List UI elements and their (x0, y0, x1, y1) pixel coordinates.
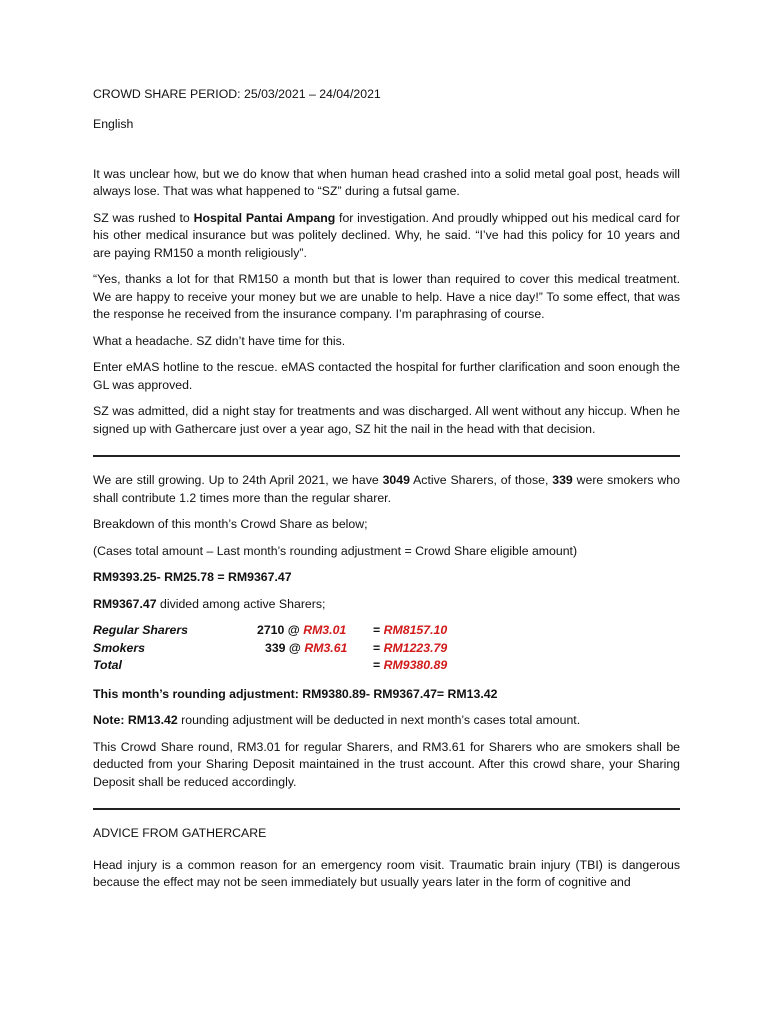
table-row-smokers (93, 640, 680, 658)
row-amount (373, 657, 553, 675)
row-total: RM9380.89 (383, 658, 448, 672)
section-divider (93, 455, 680, 457)
document-title: CROWD SHARE PERIOD: 25/03/2021 – 24/04/2021 (93, 87, 381, 101)
paragraph-growth (93, 472, 680, 507)
note-amount: Note: RM13.42 (93, 713, 178, 727)
row-total: RM8157.10 (383, 623, 448, 637)
paragraph-headache: What a headache. SZ didn’t have time for this. (93, 333, 346, 348)
table-row-regular (93, 622, 680, 640)
row-rate: RM3.01 (303, 623, 347, 637)
rounding-adjustment: This month’s rounding adjustment: RM9380.89- RM9367.47= RM13.42 (93, 686, 498, 701)
text-fragment: We are still growing. Up to 24th April 2021, we have (93, 473, 383, 487)
paragraph-formula: (Cases total amount – Last month’s rounding adjustment = Crowd Share eligible amount) (93, 543, 578, 558)
paragraph-note (93, 712, 680, 730)
paragraph-insurer-response: “Yes, thanks a lot for that RM150 a month but that is lower than required to cover this medical treatment. We are happy to receive your money but we are unable to help. Have a nice day!” To some effect, that was the response he received from the insurance company. I’m paraphrasing of course. (93, 272, 680, 321)
eligible-amount: RM9367.47 (93, 596, 157, 611)
equals-sign: = (373, 658, 384, 672)
row-rate: RM3.61 (304, 640, 348, 655)
calculation-line: RM9393.25- RM25.78 = RM9367.47 (93, 570, 292, 584)
paragraph-breakdown: Breakdown of this month’s Crowd Share as below; (93, 517, 368, 531)
table-row-total (93, 657, 680, 675)
language-label: English (93, 117, 134, 131)
advice-heading: ADVICE FROM GATHERCARE (93, 826, 267, 840)
smokers-count: 339 (552, 473, 573, 487)
paragraph-incident: It was unclear how, but we do know that when human head crashed into a solid metal goal post, heads will always lose. That was what happened to “SZ” during a futsal game. (93, 166, 680, 198)
row-count-rate (235, 640, 373, 658)
text-fragment: rounding adjustment will be deducted in next month’s cases total amount. (177, 713, 581, 727)
paragraph-hospital (93, 210, 680, 263)
hospital-name: Hospital Pantai Ampang (193, 210, 336, 225)
paragraph-emas: Enter eMAS hotline to the rescue. eMAS contacted the hospital for further clarification and soon enough the GL was approved. (93, 360, 680, 392)
row-amount (373, 622, 553, 640)
text-fragment: for investigation. And proudly whipped out his medical card for his other medical insurance but was politely declined. Why, he said. “I’ve had this policy for 10 years and are paying RM150 a month religiously”. (93, 210, 680, 260)
active-sharers-count: 3049 (382, 473, 410, 487)
paragraph-admitted: SZ was admitted, did a night stay for treatments and was discharged. All went without any hiccup. When he signed up with Gathercare just over a year ago, SZ hit the nail in the head with that decision. (93, 404, 680, 436)
equals-sign: = (373, 640, 384, 655)
text-fragment: divided among active Sharers; (156, 596, 326, 611)
paragraph-deduction: This Crowd Share round, RM3.01 for regular Sharers, and RM3.61 for Sharers who are smokers shall be deducted from your Sharing Deposit maintained in the trust account. After this crowd share, your Sharing Deposit shall be reduced accordingly. (93, 739, 680, 789)
row-label: Smokers (93, 640, 145, 655)
share-table (93, 622, 680, 675)
section-divider (93, 808, 680, 810)
row-total: RM1223.79 (383, 640, 448, 655)
text-fragment: SZ was rushed to (93, 210, 194, 225)
text-fragment: Active Sharers, of those, (409, 473, 553, 487)
equals-sign: = (373, 623, 384, 637)
row-count: 2710 @ (257, 623, 304, 637)
row-count-rate (235, 622, 373, 640)
text-fragment: were smokers who shall contribute 1.2 times more than the regular sharer. (93, 473, 680, 505)
row-count-rate (235, 657, 373, 675)
row-label: Total (93, 658, 122, 672)
row-label: Regular Sharers (93, 623, 189, 637)
advice-text: Head injury is a common reason for an emergency room visit. Traumatic brain injury (TBI) is dangerous because the effect may not be seen immediately but usually years later in the form of cognitive and (93, 857, 680, 889)
row-amount (373, 640, 553, 658)
row-count: 339 @ (265, 640, 305, 655)
paragraph-divided (93, 596, 680, 614)
